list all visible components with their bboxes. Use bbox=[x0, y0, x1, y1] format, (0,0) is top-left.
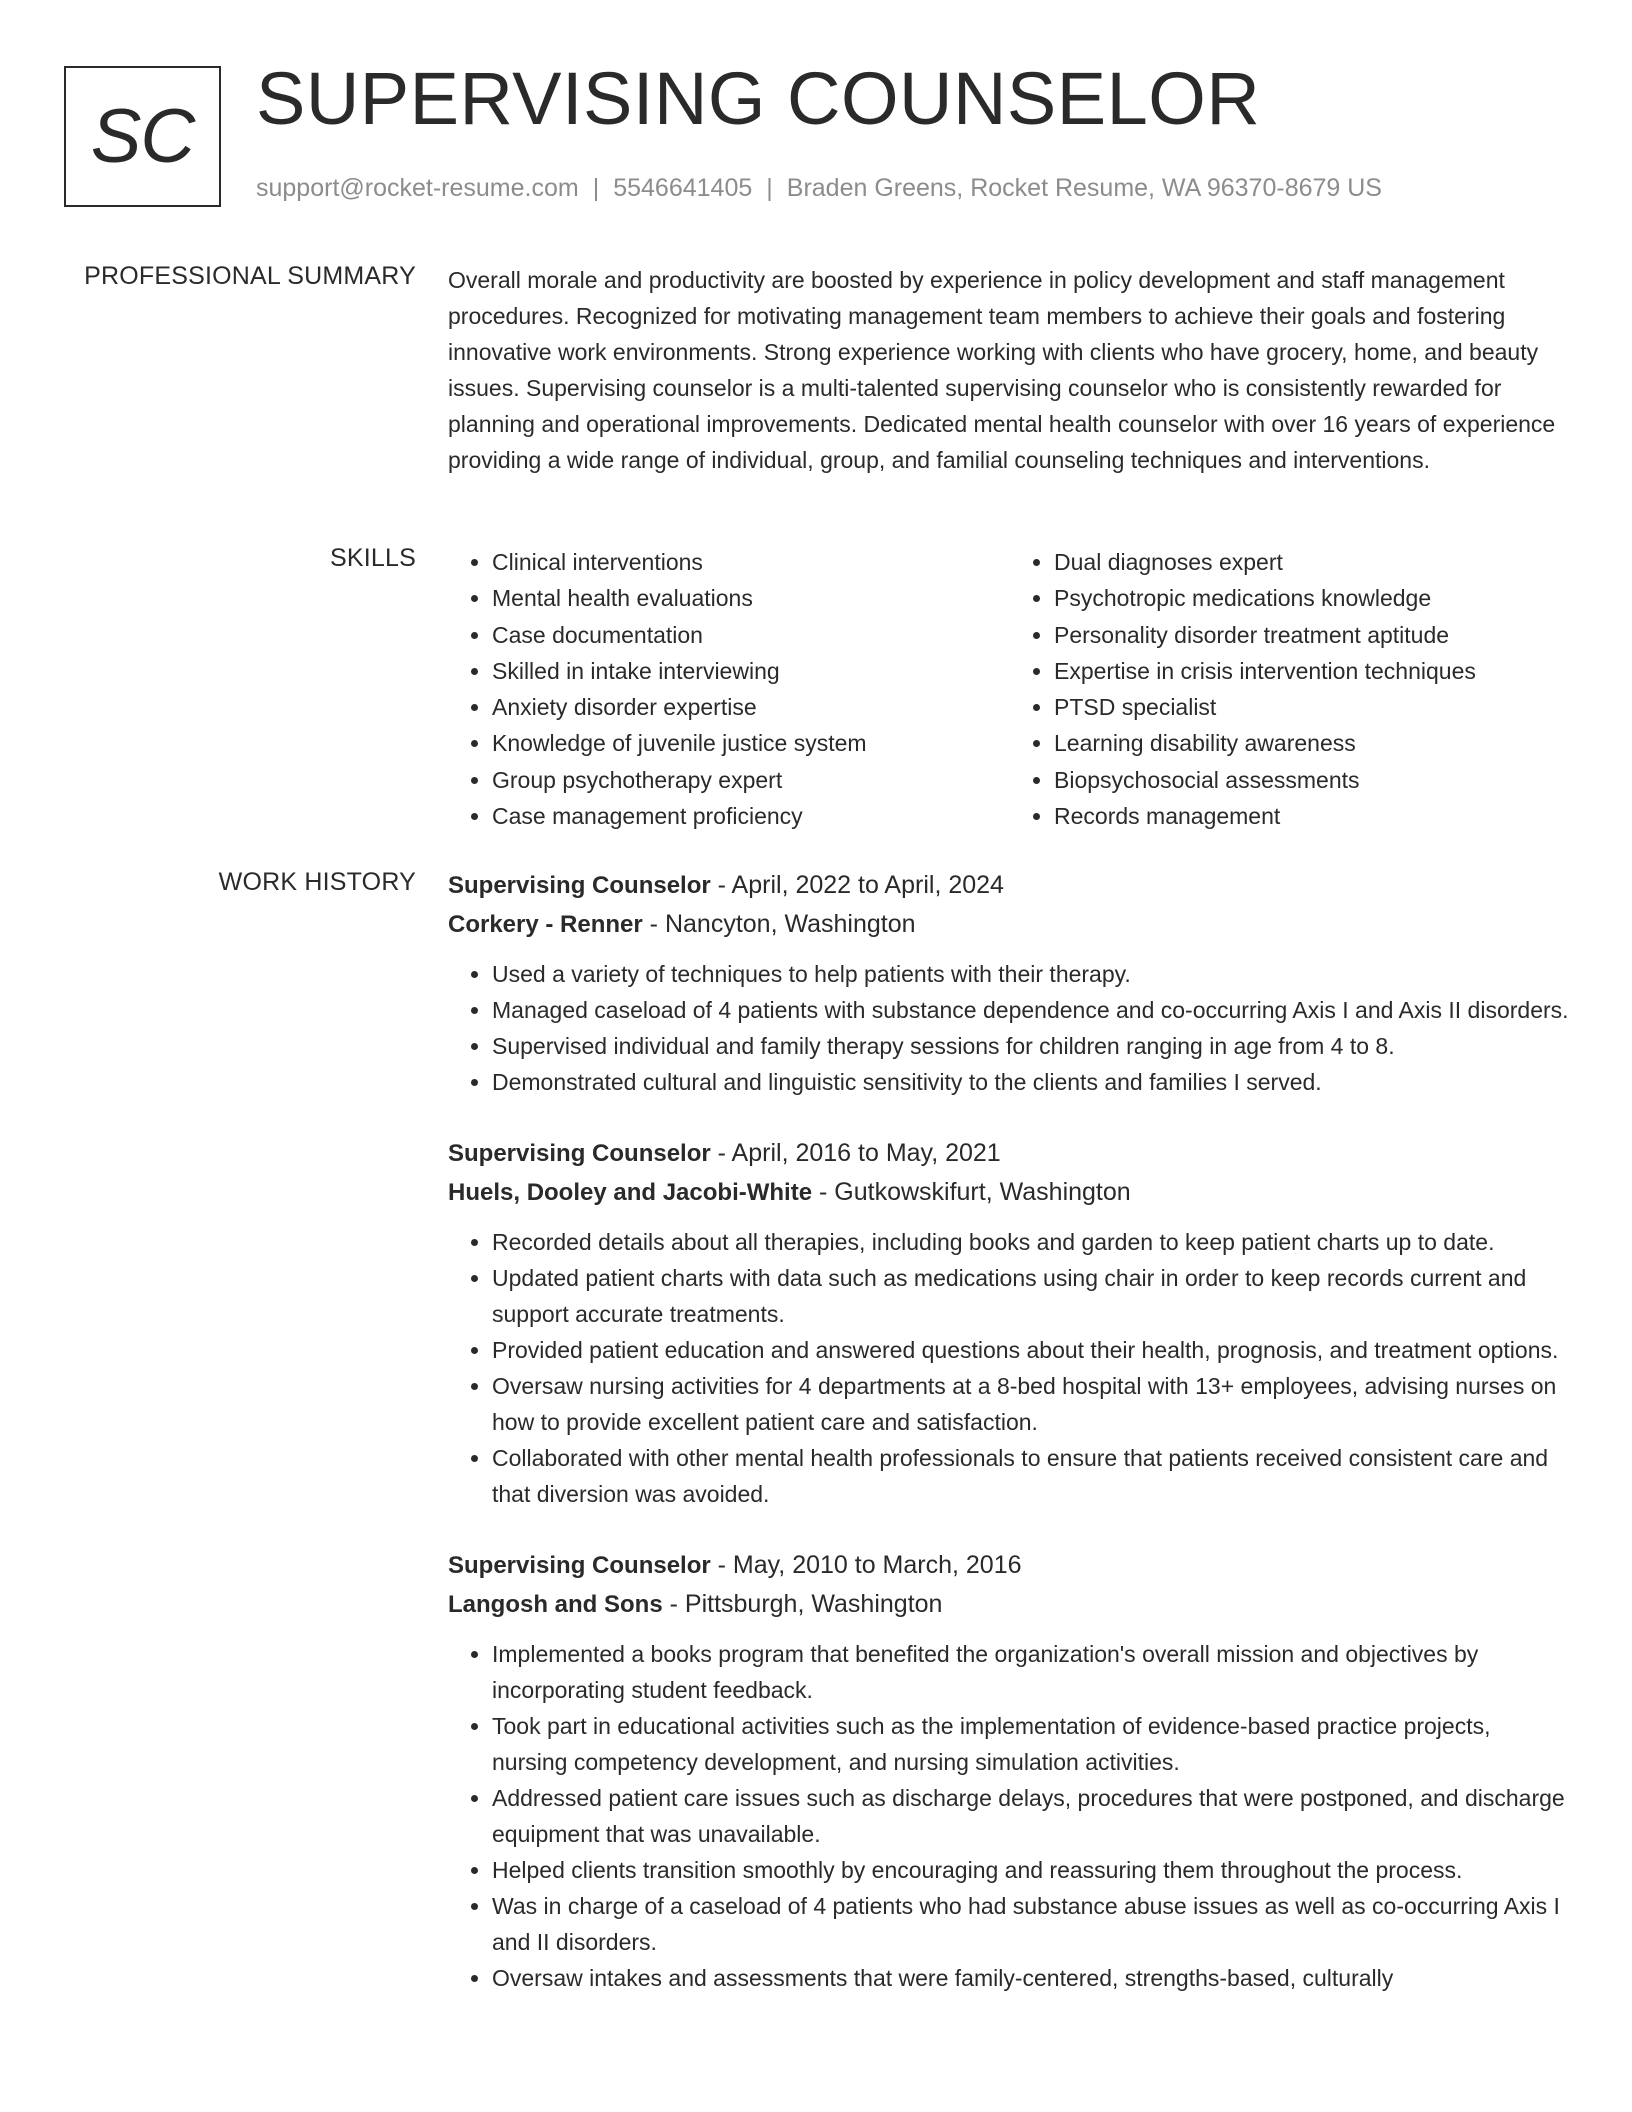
skill-item: • Case management proficiency bbox=[492, 798, 1010, 834]
section-label-work-history: WORK HISTORY bbox=[218, 868, 416, 896]
job-location: - Gutkowskifurt, Washington bbox=[812, 1178, 1131, 1206]
skill-item: • Dual diagnoses expert bbox=[1054, 544, 1572, 580]
contact-address: Braden Greens, Rocket Resume, WA 96370-8679 US bbox=[786, 174, 1382, 202]
job-bullets bbox=[448, 956, 1572, 1100]
job-entry bbox=[448, 1134, 1572, 1512]
skill-item: • Personality disorder treatment aptitude bbox=[1054, 617, 1572, 653]
skill-item: • Biopsychosocial assessments bbox=[1054, 762, 1572, 798]
job-bullet: • Demonstrated cultural and linguistic sensitivity to the clients and families I served. bbox=[492, 1064, 1572, 1100]
job-dates: - April, 2016 to May, 2021 bbox=[710, 1139, 1001, 1167]
skill-item: • Expertise in crisis intervention techniques bbox=[1054, 653, 1572, 689]
job-bullet: • Recorded details about all therapies, including books and garden to keep patient charts up to date. bbox=[492, 1224, 1572, 1260]
job-company-line bbox=[448, 1173, 1572, 1212]
skills-columns bbox=[448, 544, 1572, 834]
skill-item: • Mental health evaluations bbox=[492, 580, 1010, 616]
section-label-skills: SKILLS bbox=[330, 544, 416, 572]
resume-name: SUPERVISING COUNSELOR bbox=[256, 57, 1261, 140]
skill-item: • Learning disability awareness bbox=[1054, 725, 1572, 761]
contact-email: support@rocket-resume.com bbox=[256, 174, 579, 202]
contact-separator: | bbox=[766, 174, 773, 202]
job-company-line bbox=[448, 905, 1572, 944]
skill-item: • Knowledge of juvenile justice system bbox=[492, 725, 1010, 761]
job-title: Supervising Counselor bbox=[448, 1552, 711, 1579]
job-bullets bbox=[448, 1636, 1572, 1996]
job-title-line bbox=[448, 1546, 1572, 1585]
skills-body bbox=[448, 544, 1572, 834]
skill-item: • Case documentation bbox=[492, 617, 1010, 653]
skills-list-right bbox=[1010, 544, 1572, 834]
job-title: Supervising Counselor bbox=[448, 872, 711, 899]
job-location: - Nancyton, Washington bbox=[642, 910, 916, 938]
job-title-line bbox=[448, 866, 1572, 905]
section-label-summary: PROFESSIONAL SUMMARY bbox=[84, 262, 416, 290]
job-bullet: • Collaborated with other mental health professionals to ensure that patients received consistent care and that diversion was avoided. bbox=[492, 1440, 1572, 1512]
monogram-box bbox=[64, 66, 221, 207]
job-company: Langosh and Sons bbox=[448, 1591, 663, 1618]
monogram-initials: SC bbox=[90, 94, 195, 179]
skill-item: • Psychotropic medications knowledge bbox=[1054, 580, 1572, 616]
job-bullet: • Addressed patient care issues such as discharge delays, procedures that were postponed, and discharge equipment that was unavailable. bbox=[492, 1780, 1572, 1852]
job-bullet: • Provided patient education and answered questions about their health, prognosis, and treatment options. bbox=[492, 1332, 1572, 1368]
job-bullet: • Implemented a books program that benefited the organization's overall mission and objectives by incorporating student feedback. bbox=[492, 1636, 1572, 1708]
job-bullet: • Used a variety of techniques to help patients with their therapy. bbox=[492, 956, 1572, 992]
work-history-body bbox=[448, 866, 1572, 2030]
skill-item: • Records management bbox=[1054, 798, 1572, 834]
contact-separator: | bbox=[592, 174, 600, 202]
contact-line bbox=[256, 174, 1382, 203]
job-title: Supervising Counselor bbox=[448, 1140, 711, 1167]
skill-item: • Group psychotherapy expert bbox=[492, 762, 1010, 798]
job-company-line bbox=[448, 1585, 1572, 1624]
job-bullet: • Oversaw nursing activities for 4 departments at a 8-bed hospital with 13+ employees, advising nurses on how to provide excellent patient care and satisfaction. bbox=[492, 1368, 1572, 1440]
job-title-line bbox=[448, 1134, 1572, 1173]
job-location: - Pittsburgh, Washington bbox=[662, 1590, 943, 1618]
summary-body bbox=[448, 262, 1572, 478]
summary-text: Overall morale and productivity are boosted by experience in policy development and staff management procedures. Recognized for motivating management team members to achieve their goals and fostering innovative work environments. Strong experience working with clients who have grocery, home, and beauty issues. Supervising counselor is a multi-talented supervising counselor who is consistently rewarded for planning and operational improvements. Dedicated mental health counselor with over 16 years of experience providing a wide range of individual, group, and familial counseling techniques and interventions. bbox=[448, 267, 1556, 473]
job-dates: - April, 2022 to April, 2024 bbox=[710, 871, 1004, 899]
skill-item: • Skilled in intake interviewing bbox=[492, 653, 1010, 689]
skills-list-left bbox=[448, 544, 1010, 834]
contact-phone: 5546641405 bbox=[613, 174, 753, 202]
job-bullet: • Updated patient charts with data such as medications using chair in order to keep records current and support accurate treatments. bbox=[492, 1260, 1572, 1332]
job-bullet: • Took part in educational activities such as the implementation of evidence-based practice projects, nursing competency development, and nursing simulation activities. bbox=[492, 1708, 1572, 1780]
skill-item: • Anxiety disorder expertise bbox=[492, 689, 1010, 725]
job-bullet: • Managed caseload of 4 patients with substance dependence and co-occurring Axis I and Axis II disorders. bbox=[492, 992, 1572, 1028]
job-bullet: • Helped clients transition smoothly by encouraging and reassuring them throughout the process. bbox=[492, 1852, 1572, 1888]
job-bullet: • Was in charge of a caseload of 4 patients who had substance abuse issues as well as co-occurring Axis I and II disorders. bbox=[492, 1888, 1572, 1960]
job-company: Corkery - Renner bbox=[448, 911, 643, 938]
job-entry bbox=[448, 1546, 1572, 1996]
job-dates: - May, 2010 to March, 2016 bbox=[710, 1551, 1022, 1579]
job-entry bbox=[448, 866, 1572, 1100]
job-bullets bbox=[448, 1224, 1572, 1512]
job-bullet: • Supervised individual and family therapy sessions for children ranging in age from 4 to 8. bbox=[492, 1028, 1572, 1064]
job-company: Huels, Dooley and Jacobi-White bbox=[448, 1179, 813, 1206]
skill-item: • PTSD specialist bbox=[1054, 689, 1572, 725]
skill-item: • Clinical interventions bbox=[492, 544, 1010, 580]
job-bullet: • Oversaw intakes and assessments that were family-centered, strengths-based, culturally bbox=[492, 1960, 1572, 1996]
